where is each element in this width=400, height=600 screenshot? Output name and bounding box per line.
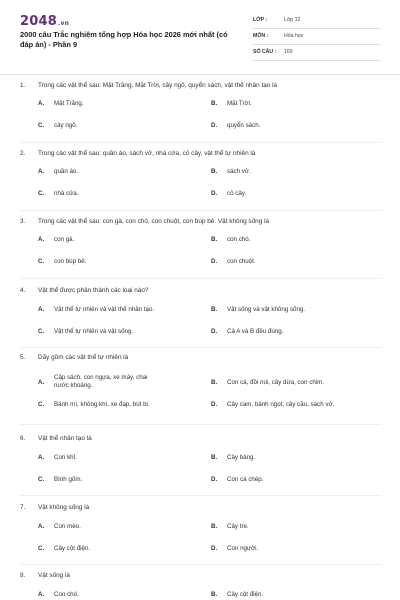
meta-row-subject bbox=[253, 30, 381, 45]
option-letter: A. bbox=[38, 236, 45, 243]
option-letter: C. bbox=[38, 328, 45, 335]
option-text: Bánh mì, không khí, xe đạp, bút bi. bbox=[54, 401, 150, 408]
option-letter: D. bbox=[211, 190, 218, 197]
option-letter: D. bbox=[211, 328, 218, 335]
meta-value-count: 169 bbox=[284, 49, 293, 55]
option-letter: B. bbox=[211, 379, 218, 386]
document-header bbox=[0, 0, 400, 72]
option-text: Mặt Trăng. bbox=[54, 100, 84, 107]
option-text: Cây tre. bbox=[227, 523, 249, 530]
question-text: Trong các vật thể sau: con gà, con chó, con chuột, con búp bê. Vật không sống là bbox=[38, 218, 270, 225]
option-letter: A. bbox=[38, 523, 45, 530]
option-letter: A. bbox=[38, 379, 45, 386]
question-text: Trong các vật thể sau: Mặt Trăng, Mặt Trời, cây ngô, quyển sách, vật thể nhân tạo là bbox=[38, 82, 278, 89]
option-text: con chuột. bbox=[227, 258, 256, 265]
option-text: Cặp sách, con ngựa, xe máy, chai nước khoáng. bbox=[54, 374, 148, 389]
meta-info-box bbox=[253, 14, 381, 62]
question-number: 8. bbox=[20, 572, 26, 579]
option-text: Con khỉ. bbox=[54, 454, 77, 461]
option-text: quần áo. bbox=[54, 168, 79, 175]
meta-value-class: Lớp 12 bbox=[284, 17, 301, 23]
question-number: 6. bbox=[20, 435, 26, 442]
option-letter: A. bbox=[38, 100, 45, 107]
option-text: Vật thể tự nhiên và vật thể nhân tạo. bbox=[54, 306, 155, 313]
question-number: 3. bbox=[20, 218, 26, 225]
option-text: con búp bê. bbox=[54, 258, 87, 265]
option-text: Con chó. bbox=[54, 591, 79, 598]
option-text: Con cá, đồi núi, cây dừa, con chim. bbox=[227, 379, 325, 386]
question-text: Vật thể nhân tạo là bbox=[38, 435, 92, 442]
option-letter: B. bbox=[211, 306, 218, 313]
option-text: sách vở. bbox=[227, 168, 251, 175]
logo-suffix: .vn bbox=[57, 20, 70, 27]
question-separator bbox=[20, 564, 382, 565]
option-letter: D. bbox=[211, 545, 218, 552]
option-letter: C. bbox=[38, 401, 45, 408]
option-text: cây ngô. bbox=[54, 122, 78, 129]
option-text: Con mèo. bbox=[54, 523, 81, 530]
option-text: Cây bàng. bbox=[227, 454, 256, 461]
question-separator bbox=[20, 278, 382, 279]
option-text: Cây cột điện. bbox=[54, 545, 91, 552]
option-text: Con cá chép. bbox=[227, 476, 264, 483]
header-divider bbox=[0, 74, 400, 75]
site-logo[interactable] bbox=[20, 14, 69, 29]
option-text: Vật sống và vật không sống. bbox=[227, 306, 306, 313]
option-text: Mặt Trời. bbox=[227, 100, 252, 107]
option-letter: C. bbox=[38, 122, 45, 129]
question-separator bbox=[20, 424, 382, 425]
question-separator bbox=[20, 142, 382, 143]
option-text: quyển sách. bbox=[227, 122, 261, 129]
option-letter: B. bbox=[211, 454, 218, 461]
option-text: Bình gốm. bbox=[54, 476, 83, 483]
question-text: Dãy gồm các vật thể tự nhiên là bbox=[38, 354, 129, 361]
option-letter: A. bbox=[38, 591, 45, 598]
option-letter: C. bbox=[38, 545, 45, 552]
option-letter: C. bbox=[38, 258, 45, 265]
option-letter: D. bbox=[211, 401, 218, 408]
meta-value-subject: Hóa học bbox=[284, 33, 304, 39]
question-number: 5. bbox=[20, 354, 26, 361]
question-separator bbox=[20, 210, 382, 211]
meta-label-class: LỚP : bbox=[253, 17, 268, 23]
option-text: cỏ cây. bbox=[227, 190, 247, 197]
question-number: 1. bbox=[20, 82, 26, 89]
meta-label-subject: MÔN : bbox=[253, 33, 269, 39]
option-letter: A. bbox=[38, 168, 45, 175]
option-letter: D. bbox=[211, 476, 218, 483]
meta-row-count bbox=[253, 46, 381, 61]
option-letter: A. bbox=[38, 454, 45, 461]
page-title: 2000 câu Trắc nghiệm tổng hợp Hóa học 2026 mới nhất (có đáp án) - Phần 9 bbox=[20, 30, 228, 49]
option-letter: C. bbox=[38, 476, 45, 483]
option-text: Cây cam, bánh ngọt, cây cầu, sách vở. bbox=[227, 401, 335, 408]
option-letter: B. bbox=[211, 236, 218, 243]
option-text: Cây cột điện. bbox=[227, 591, 264, 598]
option-text: nhà cửa. bbox=[54, 190, 79, 197]
option-letter: C. bbox=[38, 190, 45, 197]
question-number: 2. bbox=[20, 150, 26, 157]
question-number: 7. bbox=[20, 504, 26, 511]
option-letter: B. bbox=[211, 168, 218, 175]
meta-label-count: SỐ CÂU : bbox=[253, 49, 277, 55]
option-letter: B. bbox=[211, 523, 218, 530]
option-text: Con người. bbox=[227, 545, 259, 552]
option-letter: B. bbox=[211, 100, 218, 107]
logo-main: 2048 bbox=[20, 14, 57, 29]
question-separator bbox=[20, 495, 382, 496]
option-text: Vật thể tự nhiên và vật sống. bbox=[54, 328, 134, 335]
option-letter: B. bbox=[211, 591, 218, 598]
option-text: Cả A và B đều đúng. bbox=[227, 328, 284, 335]
question-text: Vật thể được phân thành các loại nào? bbox=[38, 287, 149, 294]
question-text: Vật sống là bbox=[38, 572, 70, 579]
option-text: con chó. bbox=[227, 236, 251, 243]
option-letter: D. bbox=[211, 258, 218, 265]
option-text: con gà. bbox=[54, 236, 75, 243]
meta-row-class bbox=[253, 14, 381, 29]
question-number: 4. bbox=[20, 287, 26, 294]
question-text: Vật không sống là bbox=[38, 504, 90, 511]
option-letter: D. bbox=[211, 122, 218, 129]
option-letter: A. bbox=[38, 306, 45, 313]
question-separator bbox=[20, 347, 382, 348]
question-text: Trong các vật thể sau: quần áo, sách vở, nhà cửa, cỏ cây, vật thể tự nhiên là bbox=[38, 150, 256, 157]
